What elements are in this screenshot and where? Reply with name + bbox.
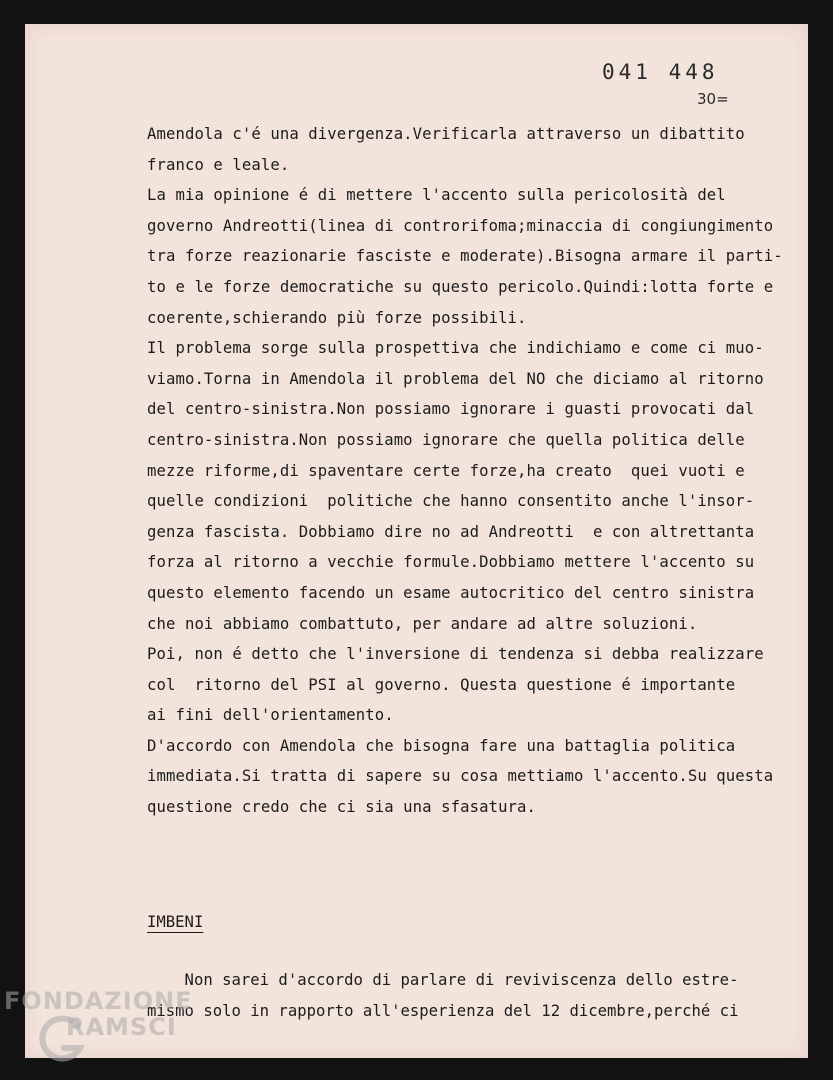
gramsci-logo-icon — [34, 1012, 88, 1066]
text-line: governo Andreotti(linea di controrifoma;minaccia di congiungimento — [147, 216, 774, 235]
text-line: to e le forze democratiche su questo pericolo.Quindi:lotta forte e — [147, 277, 774, 296]
text-line: Amendola c'é una divergenza.Verificarla attraverso un dibattito — [147, 125, 745, 143]
speaker-heading: IMBENI — [147, 913, 204, 931]
text-line: del centro-sinistra.Non possiamo ignorare i guasti provocati dal — [147, 400, 755, 419]
text-line: immediata.Si tratta di sapere su cosa mettiamo l'accento.Su questa — [147, 767, 774, 786]
text-line: coerente,schierando più forze possibili. — [147, 308, 527, 327]
text-line: Poi, non é detto che l'inversione di tendenza si debba realizzare — [147, 645, 764, 664]
fondazione-gramsci-watermark — [4, 988, 193, 1040]
typed-text-body — [147, 119, 797, 823]
text-line: Non sarei d'accordo di parlare di reviviscenza dello estre- — [147, 971, 739, 989]
text-line: genza fascista. Dobbiamo dire no ad Andreotti e con altrettanta — [147, 522, 755, 541]
text-line: franco e leale. — [147, 155, 290, 174]
text-line: forza al ritorno a vecchie formule.Dobbiamo mettere l'accento su — [147, 553, 755, 572]
text-line: questione credo che ci sia una sfasatura. — [147, 798, 537, 817]
text-line: tra forze reazionarie fasciste e moderate).Bisogna armare il parti- — [147, 247, 783, 266]
text-line: viamo.Torna in Amendola il problema del NO che diciamo al ritorno — [147, 369, 764, 388]
watermark-line-1: FONDAZIONE — [4, 987, 193, 1015]
text-line: questo elemento facendo un esame autocritico del centro sinistra — [147, 583, 755, 602]
text-line: che noi abbiamo combattuto, per andare ad altre soluzioni. — [147, 614, 698, 633]
text-line: quelle condizioni politiche che hanno consentito anche l'insor- — [147, 492, 755, 511]
text-line: centro-sinistra.Non possiamo ignorare che quella politica delle — [147, 430, 745, 449]
text-line: mezze riforme,di spaventare certe forze,ha creato quei vuoti e — [147, 461, 745, 480]
text-line: col ritorno del PSI al governo. Questa questione é importante — [147, 675, 736, 694]
typed-text-continuation — [147, 965, 797, 1026]
archive-number: 041 448 — [602, 60, 719, 84]
watermark-line-2: RAMSCI — [66, 1013, 177, 1041]
text-line: La mia opinione é di mettere l'accento sulla pericolosità del — [147, 186, 726, 205]
text-line: Il problema sorge sulla prospettiva che indichiamo e come ci muo- — [147, 339, 764, 358]
text-line: D'accordo con Amendola che bisogna fare una battaglia politica — [147, 736, 736, 755]
page-number: 30= — [697, 90, 729, 108]
text-line: ai fini dell'orientamento. — [147, 706, 394, 725]
text-line: mismo solo in rapporto all'esperienza del 12 dicembre,perché ci — [147, 1001, 739, 1020]
